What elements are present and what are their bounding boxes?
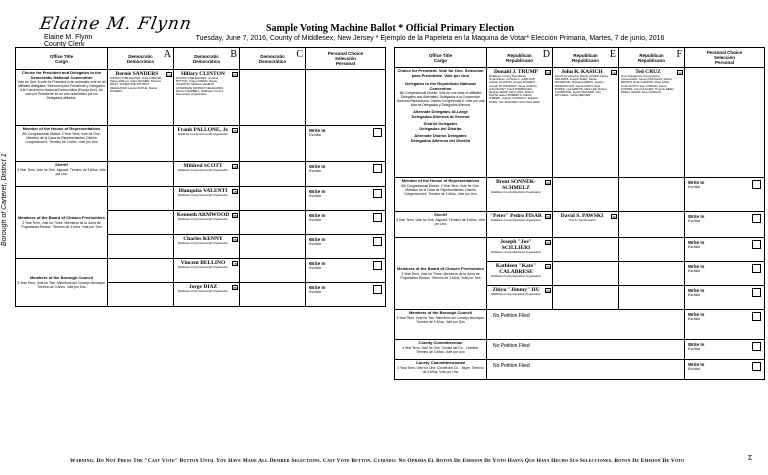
no-petition-filed: No Petition Filed (487, 310, 685, 340)
write-in-label: Write In (688, 288, 705, 293)
clerk-title: County Clerk (44, 41, 85, 48)
write-in-label: Write In (688, 240, 705, 245)
candidate-name: Jorge DIAZ (188, 284, 218, 290)
empty-cell (553, 286, 619, 310)
office-title: Member of the House of Representatives (22, 126, 101, 131)
candidate-org: Middlesex County Republican Organization (491, 293, 541, 296)
position-box: 3E (612, 215, 616, 219)
position-box: 3B (233, 165, 237, 169)
table-row (395, 360, 765, 380)
empty-cell (108, 259, 174, 283)
write-in[interactable] (685, 212, 765, 238)
table-row (16, 70, 386, 126)
write-in[interactable] (685, 310, 765, 340)
column-b-party: Democratic Democrático (192, 53, 221, 64)
write-in-label: Write In (688, 214, 705, 219)
office-title-header: Office Title Cargo (395, 48, 487, 68)
delegate-list: Kasich for America. Randy COHEN, Nancy WALTERS, Joseph SHEA, Daniel RICHMOND, Michael HARRIS, Jeanne WASHINGTON, David LUNDY, Paul BURKE, Lisa MARTIN, Mark LEE, Robert THOMPSON, Susan WAGNER, Carl MITCHELL, Jeffrey BROWN (555, 74, 609, 98)
office-title: Alternate District Delegates (414, 133, 467, 138)
write-in-label: Write In (309, 189, 326, 194)
write-in-sublabel: Escriba (688, 245, 700, 249)
write-in-box[interactable] (752, 180, 761, 189)
column-e-party: Republican Republicano (571, 52, 599, 63)
office-detail: 4 Year Term, Vote for One. Comité del Co. - Mujer. Término de 4 Años, Vote por Uno (397, 365, 484, 374)
empty-cell (240, 162, 306, 187)
write-in-sublabel: Escriba (688, 219, 700, 223)
table-row (16, 162, 386, 187)
write-in-sublabel: Escriba (688, 317, 700, 321)
empty-cell (685, 68, 765, 178)
office-detail: 6th Congressional District. 2 Year Term, Vote for One. Miembro de la Casa de Representantes. Distrito Congresional 6. Término de 2 Años, Vote por Uno (401, 183, 480, 196)
write-in-box[interactable] (373, 164, 382, 173)
column-e-header (553, 48, 619, 68)
candidate-name: Brent SONNEK-SCHMELZ (496, 179, 536, 191)
candidate-sanders[interactable] (108, 70, 174, 126)
clerk-info (44, 34, 92, 48)
write-in-sublabel: Escriba (309, 290, 321, 294)
office-title: Members of the Borough Council (408, 310, 473, 315)
office-detail: Vote for One. A vote for President is an automatic vote for all affiliated delegates. Selección para Presidente y Delegados a la Convención Nacional Democrática (Escoja Uno). Un voto por Presidente es un voto automático por los Delegados afiliados. (17, 80, 106, 100)
empty-cell (108, 187, 174, 211)
candidate-name: Frank PALLONE, Jr. (177, 127, 229, 133)
position-box: 4B (233, 190, 237, 194)
candidate-sonnek-schmelz[interactable] (487, 178, 553, 212)
table-row (395, 310, 765, 340)
table-row (16, 126, 386, 162)
office-title: Member of the House of Representatives (401, 178, 480, 183)
empty-cell (108, 211, 174, 235)
column-letter-b: B (230, 49, 237, 60)
table-row (16, 259, 386, 283)
office-detail: 3 Year Term, Vote for One. Alguacil. Término de 3 Años, Vote por Uno (17, 167, 106, 176)
office-detail: 3 Year Term, Vote for Three. Miembros de la Junta de Propietarios Electos. Término de 3 Años, Vote por Tres (21, 220, 102, 229)
office-cell (395, 360, 487, 380)
office-detail: 4 Year Term, Vote for One. Comité del Co. - Hombre. Término de 4 Años, Vote por Uno (401, 345, 480, 354)
empty-cell (306, 70, 386, 126)
empty-cell (240, 235, 306, 259)
delegate-list: DISTRICT DELEGATES: Lauren BRAND, Stacie AMILLO, Adam PALMER, Roberta WILEY. ALTERNATE DISTRICT DELEGATES: Lauren ROTHE, Daniel ROMERO (110, 76, 162, 93)
write-in[interactable] (306, 126, 386, 162)
write-in-box[interactable] (373, 213, 382, 222)
office-title: County Committeewoman (415, 360, 466, 365)
write-in-label: Write In (309, 213, 326, 218)
office-title: County Committeeman (418, 340, 463, 345)
office-detail: 3 Year Term, Vote for Two. Miembros del Concejo Municipal. Término de 3 Años, Vote por Dos (396, 315, 485, 324)
office-title-header: Office Title Cargo (16, 48, 108, 70)
empty-cell (108, 162, 174, 187)
position-box: 2D (546, 181, 550, 185)
write-in-label: Write In (688, 362, 705, 367)
office-detail: 3 Year Term, Vote for Three. Miembros de la Junta de Propietarios Electos. Término de 3 Años, Vote por Tres (400, 271, 481, 280)
write-in-box[interactable] (373, 189, 382, 198)
empty-cell (619, 238, 685, 262)
office-detail: 3 Year Term, Vote for Two. Miembros del Concejo Municipal. Término de 3 Años, Vote por Dos (17, 280, 106, 289)
write-in[interactable] (306, 283, 386, 307)
office-title: Members of the Borough Council (29, 275, 94, 281)
office-detail: 3 Year Term, Vote for One. Alguacil. Término de 3 Años, Vote por Uno (396, 217, 485, 226)
empty-cell (553, 262, 619, 286)
write-in-box[interactable] (373, 261, 382, 270)
write-in-sublabel: Escriba (688, 293, 700, 297)
write-in-label: Write In (309, 164, 326, 169)
office-title: Sheriff (434, 212, 447, 217)
candidate-clinton[interactable] (174, 70, 240, 126)
candidate-name: Hillary CLINTON (181, 71, 225, 77)
candidate-kasich[interactable] (553, 68, 619, 178)
candidate-name: Zhiyu "Jimmy" HU (492, 287, 540, 293)
candidate-org: Time for Transformation (568, 219, 596, 222)
candidate-name: Kenneth ARMWOOD (176, 212, 230, 218)
candidate-armwood[interactable] (174, 211, 240, 235)
candidate-name: Charles KENNY (183, 236, 223, 242)
candidate-scillieri[interactable] (487, 238, 553, 262)
write-in[interactable] (306, 162, 386, 187)
office-cell (16, 70, 108, 126)
position-box: 3D (546, 215, 550, 219)
candidate-org: Middlesex County Republican Organization (491, 275, 541, 278)
write-in-box[interactable] (752, 362, 761, 371)
position-box: 1A (167, 73, 171, 77)
position-box: 8B (233, 286, 237, 290)
candidate-pisar[interactable] (487, 212, 553, 238)
candidate-trump[interactable] (487, 68, 553, 178)
column-d-party: Republican Republicano (505, 52, 533, 63)
table-row (395, 178, 765, 212)
write-in-box[interactable] (752, 240, 761, 249)
candidate-diaz[interactable] (174, 283, 240, 307)
office-cell (395, 310, 487, 340)
write-in-box[interactable] (752, 288, 761, 297)
position-box: 5B (233, 214, 237, 218)
write-in-label: Write In (309, 285, 326, 290)
position-box: 6D (546, 289, 550, 293)
write-in-label: Write In (309, 261, 326, 266)
position-box: 5D (546, 265, 550, 269)
candidate-bellino[interactable] (174, 259, 240, 283)
column-letter-d: D (542, 49, 550, 60)
empty-cell (240, 187, 306, 211)
write-in-sublabel: Escriba (688, 269, 700, 273)
office-title: Delegados Alternos at General (411, 113, 470, 119)
empty-cell (240, 211, 306, 235)
write-in[interactable] (685, 238, 765, 262)
office-cell (16, 126, 108, 162)
position-box: 4D (546, 241, 550, 245)
candidate-org: Middlesex County Democratic Organization (178, 133, 228, 136)
candidate-org: Middlesex County Democratic Organization (178, 290, 228, 293)
empty-cell (619, 262, 685, 286)
candidate-name: Joseph "Joe" SCILLIERI (500, 239, 532, 251)
ballot-title: Sample Voting Machine Ballot * Official Primary Election (265, 23, 515, 34)
candidate-name: Blanquita VALENTI (178, 188, 228, 194)
write-in-sublabel: Escriba (309, 194, 321, 198)
write-in[interactable] (685, 286, 765, 310)
candidate-org: Middlesex County Democratic Organization (178, 218, 228, 221)
office-title: Delegates to the Republican National Convention (405, 81, 476, 91)
candidate-org: Middlesex County Democratic Organization (178, 194, 228, 197)
no-petition-filed: No Petition Filed (487, 360, 685, 380)
candidate-pawski[interactable] (553, 212, 619, 238)
write-in-sublabel: Escriba (309, 218, 321, 222)
write-in-sublabel: Escriba (309, 242, 321, 246)
office-detail: 6th Congressional District. Vote for one slate of affiliated Delegates and Alternates. Delegados a la Convención Nacional Republicana. Distrito Congresional 6. Vote por una lista de Delegados y Delegados Alternos (396, 91, 485, 107)
write-in-label: Write In (309, 128, 326, 133)
office-title: Choice for President and Delegates to the Democratic National Convention (21, 70, 102, 80)
office-title: Choice for President. Vote for One. Selección para Presidente. Vote por Uno (397, 68, 484, 78)
position-box: 1D (546, 71, 550, 75)
office-cell (395, 212, 487, 238)
office-title: Delegados Alternos del Distrito (410, 137, 471, 143)
empty-cell (553, 238, 619, 262)
write-in-sublabel: Escriba (309, 133, 321, 137)
empty-cell (240, 259, 306, 283)
office-title: Alternate Delegates At-Large (413, 109, 468, 114)
write-in[interactable] (685, 340, 765, 360)
write-in[interactable] (306, 235, 386, 259)
position-box: 1E (612, 71, 616, 75)
office-cell (395, 340, 487, 360)
left-ballot-table (15, 47, 386, 307)
empty-cell (240, 126, 306, 162)
delegate-list: Middlesex County Republican Organization. Christine L. CARLSON, Charles CHASTIN, Joseph DANIELS, Joseph DI VINCENZO, Janet GARCIA, Jolie DICKEY, Frank RODRIGUEZ, Melanie KEMP, John LONG, Robert WHITE, Eileen ROBERTS, Patrick O'BRIEN, Joseph CONNOLLY, Edward DUNN, Tom MALONEY, Ruth WILLIAMS (489, 74, 540, 104)
empty-cell (619, 286, 685, 310)
table-row (395, 68, 765, 178)
candidate-org: Middlesex County Democratic Organization (178, 169, 228, 172)
candidate-name: Vincent BELLINO (180, 260, 226, 266)
office-title: Members of the Board of Chosen Freeholders (397, 266, 484, 272)
column-f-party: Republican Republicano (637, 52, 665, 63)
district-label: Borough of Carteret, District 1 (1, 153, 8, 247)
write-in-sublabel: Escriba (688, 367, 700, 371)
clerk-name: Elaine M. Flynn (44, 34, 93, 41)
empty-cell (108, 235, 174, 259)
write-in-label: Write In (688, 312, 705, 317)
candidate-org: Middlesex County Democratic Organization (178, 242, 228, 245)
candidate-name: "Peter" Pedro PISAR (490, 213, 542, 219)
write-in[interactable] (685, 360, 765, 380)
empty-cell (240, 70, 306, 126)
office-title: Delegados del Distrito (419, 125, 462, 131)
office-cell (16, 259, 108, 307)
empty-cell (553, 178, 619, 212)
column-letter-f: F (676, 49, 682, 60)
column-letter-a: A (163, 49, 171, 60)
column-letter-c: C (296, 49, 303, 60)
candidate-name: David S. PAWSKI (560, 213, 604, 219)
write-in-sublabel: Escriba (688, 185, 700, 189)
table-row (395, 212, 765, 238)
candidate-org: Middlesex County Republican Organization (491, 191, 541, 194)
office-title: Sheriff (55, 162, 68, 167)
write-in-label: Write In (688, 264, 705, 269)
cast-vote-warning: Warning: Do Not Press The "Cast Vote" Button Until You Have Made All Desired Selections. Cast Vote Button. Cuidado: No Oprima El Boton De Emision De Voto Hasta Que Haya Hecho Sus Selecciones. Boton De Emision De Voto (70, 458, 685, 464)
right-ballot-table (394, 47, 765, 380)
column-a-header (108, 48, 174, 70)
candidate-scott[interactable] (174, 162, 240, 187)
write-in[interactable] (685, 178, 765, 212)
candidate-name: Mildred SCOTT (183, 163, 223, 169)
write-in[interactable] (306, 187, 386, 211)
candidate-kenny[interactable] (174, 235, 240, 259)
ballot-subtitle: Tuesday, June 7, 2016, County of Middlesex, New Jersey * Ejemplo de la Papeleta en la Maquina de Votar* Elección Primaria, Martes, 7 de junio, 2016 (195, 35, 665, 42)
candidate-org: Middlesex County Democratic Organization (178, 266, 228, 269)
empty-cell (619, 212, 685, 238)
office-cell (16, 187, 108, 259)
position-box: 1B (233, 73, 237, 77)
table-row (395, 238, 765, 262)
column-letter-e: E (609, 49, 616, 60)
personal-choice-header: Personal Choice Selección Personal (685, 48, 765, 68)
position-box: 6B (233, 238, 237, 242)
write-in-box[interactable] (373, 128, 382, 137)
column-c-party: Democratic Democrático (258, 53, 287, 64)
office-cell (395, 68, 487, 178)
write-in-box[interactable] (373, 237, 382, 246)
office-cell (395, 178, 487, 212)
candidate-name: Bernie SANDERS (115, 71, 159, 77)
candidate-valenti[interactable] (174, 187, 240, 211)
personal-choice-header: Personal Choice Selección Personal (306, 48, 386, 70)
column-a-party: Democratic Democrático (126, 53, 155, 64)
candidate-org: Middlesex County Republican Organization (491, 219, 541, 222)
candidate-name: Donald J. TRUMP (493, 69, 539, 75)
write-in-box[interactable] (752, 264, 761, 273)
write-in-sublabel: Escriba (688, 347, 700, 351)
office-title: District Delegates (423, 121, 458, 126)
office-cell (395, 238, 487, 310)
no-petition-filed: No Petition Filed (487, 340, 685, 360)
position-box: 2B (233, 129, 237, 133)
column-f-header (619, 48, 685, 68)
write-in-box[interactable] (752, 312, 761, 321)
position-box: 1F (678, 71, 682, 75)
delegate-list: Cruz Outrageous Conservative. Conservative. Steven DOUGLAS, Robert BROWN, Robert MARTIN, Peter KING, Linda SCOTT, Sam JORDAN, Nancy FOSTER, Carol HUGHES, Thomas REED, William GRANT, Alice MORGAN (621, 74, 675, 95)
empty-cell (619, 178, 685, 212)
office-detail: 6th Congressional District. 2 Year Term, Vote for One. Miembro de la Casa de Representantes. Distrito Congresional 6. Término de 2 Años, Vote por Uno (22, 131, 101, 144)
column-c-header (240, 48, 306, 70)
page-marker: Σ (748, 455, 753, 462)
table-row (395, 340, 765, 360)
empty-cell (240, 283, 306, 307)
office-title: Members of the Board of Chosen Freeholders (18, 215, 105, 221)
write-in-label: Write In (309, 237, 326, 242)
write-in[interactable] (306, 259, 386, 283)
table-row (16, 187, 386, 211)
candidate-name: Ted CRUZ (635, 69, 661, 75)
delegate-list: DISTRICT DELEGATES: Lorraine BUTTON, Craig CORIMA, Randy JOHNSON, Matthew VALENTI. ALTERNATE DISTRICT DELEGATES: Marva CAMPBELL, Middlesex County Democratic Organization (176, 76, 224, 97)
candidate-pallone[interactable] (174, 126, 240, 162)
column-b-header (174, 48, 240, 70)
write-in-box[interactable] (373, 285, 382, 294)
write-in-label: Write In (688, 342, 705, 347)
candidate-name: Kathleen "Kate" CALABRESE (495, 263, 537, 275)
empty-cell (108, 126, 174, 162)
write-in-label: Write In (688, 180, 705, 185)
empty-cell (108, 283, 174, 307)
write-in[interactable] (685, 262, 765, 286)
candidate-hu[interactable] (487, 286, 553, 310)
candidate-cruz[interactable] (619, 68, 685, 178)
column-d-header (487, 48, 553, 68)
candidate-org: Middlesex County Republican Organization (491, 251, 541, 254)
write-in-box[interactable] (752, 342, 761, 351)
candidate-name: John R. KASICH (561, 69, 603, 75)
clerk-signature: Elaine M. Flynn (38, 14, 194, 34)
position-box: 7B (233, 262, 237, 266)
candidate-calabrese[interactable] (487, 262, 553, 286)
write-in[interactable] (306, 211, 386, 235)
write-in-box[interactable] (752, 214, 761, 223)
write-in-sublabel: Escriba (309, 169, 321, 173)
write-in-sublabel: Escriba (309, 266, 321, 270)
office-cell (16, 162, 108, 187)
